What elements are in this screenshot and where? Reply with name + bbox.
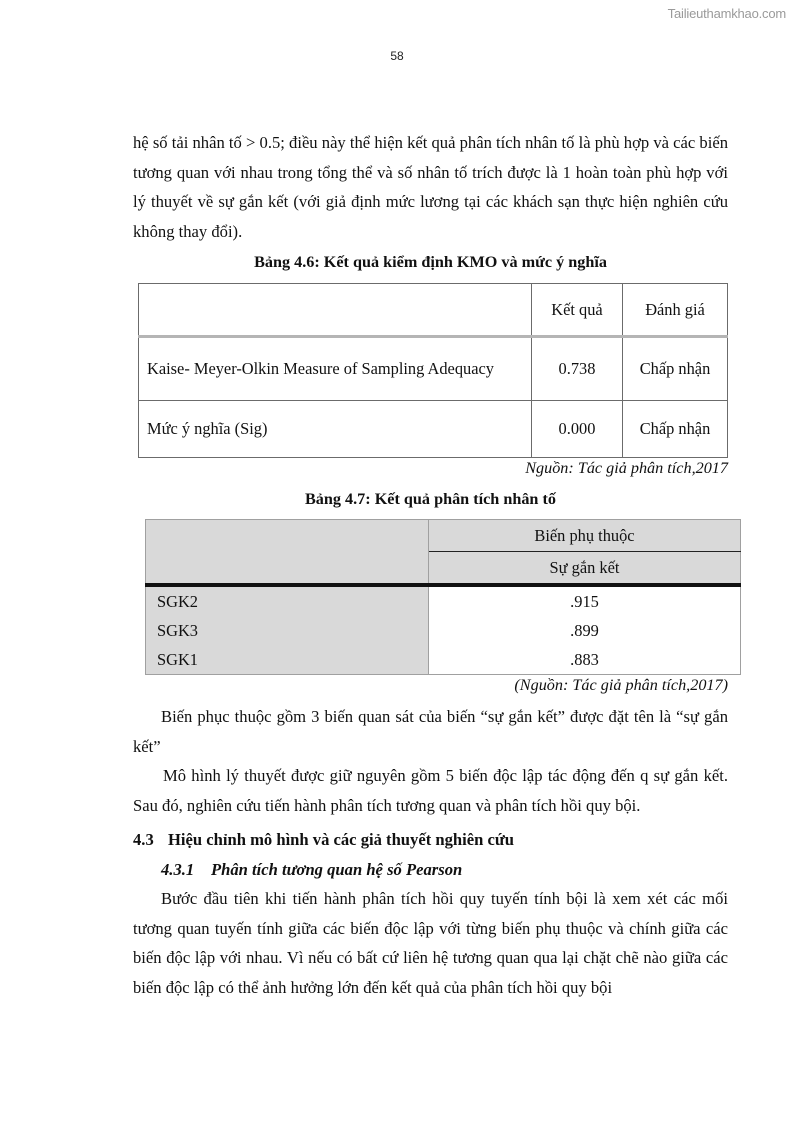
subsection-heading (133, 855, 728, 885)
loading-value: .883 (429, 645, 741, 675)
row-label: Kaise- Meyer-Olkin Measure of Sampling Adequacy (139, 337, 532, 401)
header-stub-cell (146, 520, 429, 552)
row-evaluation: Chấp nhận (623, 337, 728, 401)
row-result: 0.738 (532, 337, 623, 401)
kmo-table (138, 283, 728, 458)
variable-name: SGK2 (146, 585, 429, 616)
section-number: 4.3 (133, 830, 154, 849)
variable-name: SGK3 (146, 616, 429, 645)
table-4-7-caption: Bảng 4.7: Kết quả phân tích nhân tố (305, 490, 556, 508)
loading-value: .899 (429, 616, 741, 645)
row-evaluation: Chấp nhận (623, 401, 728, 458)
subsection-title: Phân tích tương quan hệ số Pearson (211, 859, 463, 879)
variable-name: SGK1 (146, 645, 429, 675)
factor-loading-table (145, 519, 741, 675)
table-header-row (146, 520, 741, 552)
intro-paragraph: hệ số tải nhân tố > 0.5; điều này thể hiện kết quả phân tích nhân tố là phù hợp và các biến tương quan với nhau trong tổng thể và số nhân tố trích được là 1 hoàn toàn phù hợp với lý thuyết về sự gắn kết (với giả định mức lương tại các khách sạn thực hiện nghiên cứu không thay đổi). (133, 133, 728, 241)
header-empty-cell (139, 284, 532, 337)
subsection-number: 4.3.1 (161, 859, 195, 879)
table-4-6-source: Nguồn: Tác giả phân tích,2017 (525, 459, 728, 477)
page-number: 58 (390, 49, 404, 63)
section-title: Hiệu chỉnh mô hình và các giả thuyết nghiên cứu (168, 830, 515, 849)
table-4-7-source: (Nguồn: Tác giả phân tích,2017) (514, 676, 728, 694)
table-row (146, 585, 741, 616)
table-header-row (146, 552, 741, 586)
watermark: Tailieuthamkhao.com (667, 6, 786, 21)
table-row (146, 616, 741, 645)
header-evaluation: Đánh giá (623, 284, 728, 337)
header-result: Kết quả (532, 284, 623, 337)
header-group-dependent-variable: Biến phụ thuộc (429, 520, 741, 552)
table-4-6-caption: Bảng 4.6: Kết quả kiểm định KMO và mức ý nghĩa (254, 253, 607, 271)
header-stub-cell (146, 552, 429, 586)
pearson-paragraph: Bước đầu tiên khi tiến hành phân tích hồi quy tuyến tính bội là xem xét các mối tương quan tuyến tính giữa các biến độc lập với từng biến phụ thuộc và chính giữa các biến độc lập với nhau. Vì nếu có bất cứ liên hệ tương quan qua lại chặt chẽ nào giữa các biến độc lập có thể ảnh hưởng lớn đến kết quả của phân tích hồi quy bội (133, 889, 728, 997)
dependent-variable-paragraph: Biến phục thuộc gồm 3 biến quan sát của biến “sự gắn kết” được đặt tên là “sự gắn kết” (133, 707, 728, 756)
row-label: Mức ý nghĩa (Sig) (139, 401, 532, 458)
table-row (139, 401, 728, 458)
row-result: 0.000 (532, 401, 623, 458)
table-header-row (139, 284, 728, 337)
header-engagement: Sự gắn kết (429, 552, 741, 586)
section-heading (133, 825, 728, 855)
model-paragraph: Mô hình lý thuyết được giữ nguyên gồm 5 biến độc lập tác động đến q sự gắn kết. Sau đó, nghiên cứu tiến hành phân tích tương quan và phân tích hồi quy bội. (133, 766, 728, 815)
table-row (146, 645, 741, 675)
loading-value: .915 (429, 585, 741, 616)
table-row (139, 337, 728, 401)
